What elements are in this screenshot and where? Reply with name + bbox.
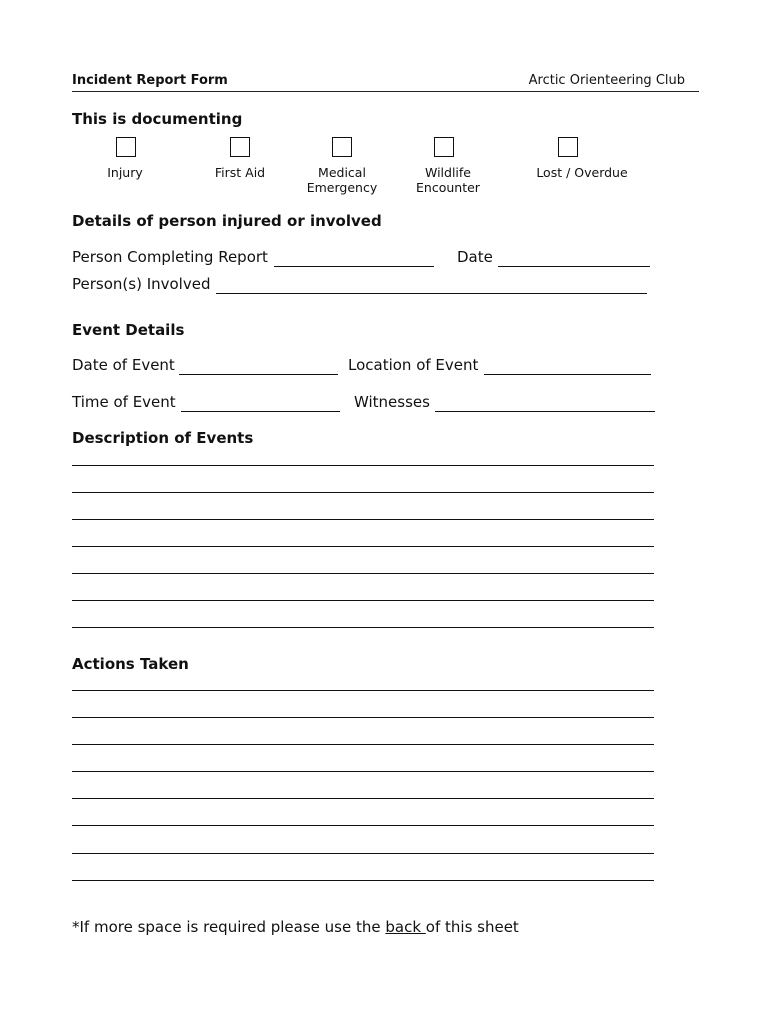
date-field[interactable] — [498, 266, 650, 267]
person-completing-field[interactable] — [274, 266, 434, 267]
actions-line[interactable] — [72, 798, 654, 799]
wildlife-encounter-checkbox[interactable] — [434, 137, 454, 157]
persons-involved-field[interactable] — [216, 293, 647, 294]
description-title: Description of Events — [72, 429, 254, 447]
medical-emergency-checkbox[interactable] — [332, 137, 352, 157]
lost-overdue-label: Lost / Overdue — [536, 165, 628, 180]
space-note — [72, 918, 519, 936]
injury-checkbox[interactable] — [116, 137, 136, 157]
location-of-event-label: Location of Event — [348, 356, 479, 374]
witnesses-label: Witnesses — [354, 393, 430, 411]
header-divider — [72, 91, 699, 92]
description-line[interactable] — [72, 492, 654, 493]
note-text-before: *If more space is required please use the — [72, 918, 386, 936]
actions-line[interactable] — [72, 853, 654, 854]
injury-label: Injury — [107, 165, 143, 180]
form-title: Incident Report Form — [72, 73, 228, 88]
actions-line[interactable] — [72, 825, 654, 826]
first-aid-label: First Aid — [214, 165, 266, 180]
club-name: Arctic Orienteering Club — [528, 73, 685, 88]
actions-title: Actions Taken — [72, 655, 189, 673]
time-of-event-field[interactable] — [181, 411, 340, 412]
date-of-event-field[interactable] — [179, 374, 338, 375]
description-line[interactable] — [72, 573, 654, 574]
date-of-event-label: Date of Event — [72, 356, 175, 374]
location-of-event-field[interactable] — [484, 374, 651, 375]
first-aid-checkbox[interactable] — [230, 137, 250, 157]
lost-overdue-checkbox[interactable] — [558, 137, 578, 157]
medical-emergency-label: Medical Emergency — [306, 165, 378, 195]
description-line[interactable] — [72, 519, 654, 520]
persons-involved-label: Person(s) Involved — [72, 275, 211, 293]
time-of-event-label: Time of Event — [72, 393, 176, 411]
person-section-title: Details of person injured or involved — [72, 212, 382, 230]
actions-line[interactable] — [72, 744, 654, 745]
documenting-title: This is documenting — [72, 110, 243, 128]
description-line[interactable] — [72, 465, 654, 466]
actions-line[interactable] — [72, 690, 654, 691]
actions-line[interactable] — [72, 717, 654, 718]
actions-line[interactable] — [72, 880, 654, 881]
description-line[interactable] — [72, 546, 654, 547]
wildlife-encounter-label: Wildlife Encounter — [416, 165, 480, 195]
actions-line[interactable] — [72, 771, 654, 772]
description-line[interactable] — [72, 600, 654, 601]
note-text-after: of this sheet — [425, 918, 519, 936]
description-line[interactable] — [72, 627, 654, 628]
note-back-link: back — [385, 918, 426, 936]
witnesses-field[interactable] — [435, 411, 655, 412]
date-label: Date — [457, 248, 493, 266]
event-section-title: Event Details — [72, 321, 185, 339]
person-completing-label: Person Completing Report — [72, 248, 268, 266]
